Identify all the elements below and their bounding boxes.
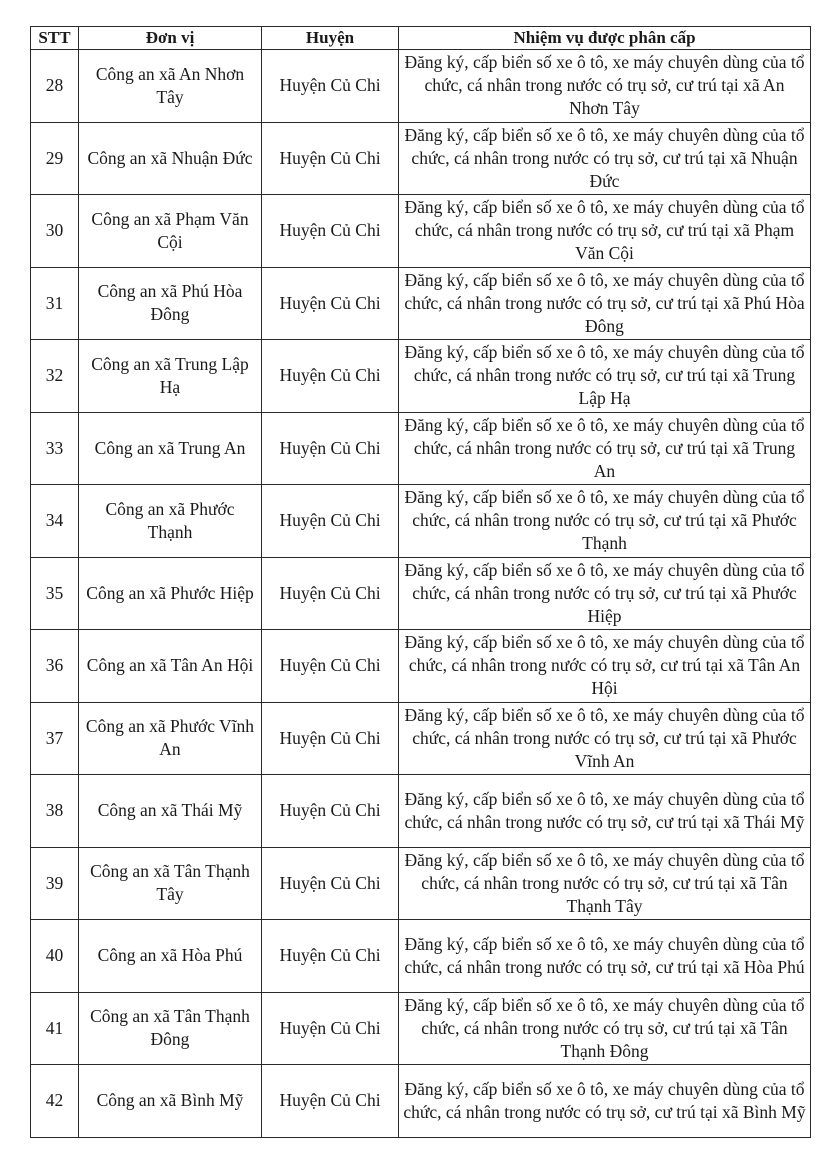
table-row — [31, 920, 811, 993]
cell-unit: Công an xã Phước Vĩnh An — [79, 702, 262, 775]
header-unit: Đơn vị — [79, 27, 262, 50]
cell-unit: Công an xã Thái Mỹ — [79, 775, 262, 848]
cell-task: Đăng ký, cấp biển số xe ô tô, xe máy chuyên dùng của tổ chức, cá nhân trong nước có trụ sở, cư trú tại xã Phú Hòa Đông — [399, 267, 811, 340]
cell-stt: 30 — [31, 195, 79, 268]
cell-district: Huyện Củ Chi — [262, 50, 399, 123]
cell-task: Đăng ký, cấp biển số xe ô tô, xe máy chuyên dùng của tổ chức, cá nhân trong nước có trụ sở, cư trú tại xã Trung An — [399, 412, 811, 485]
cell-unit: Công an xã Bình Mỹ — [79, 1065, 262, 1138]
table-row — [31, 195, 811, 268]
cell-district: Huyện Củ Chi — [262, 920, 399, 993]
table-row — [31, 485, 811, 558]
cell-task: Đăng ký, cấp biển số xe ô tô, xe máy chuyên dùng của tổ chức, cá nhân trong nước có trụ sở, cư trú tại xã Phước Thạnh — [399, 485, 811, 558]
cell-task: Đăng ký, cấp biển số xe ô tô, xe máy chuyên dùng của tổ chức, cá nhân trong nước có trụ sở, cư trú tại xã Bình Mỹ — [399, 1065, 811, 1138]
cell-district: Huyện Củ Chi — [262, 267, 399, 340]
cell-district: Huyện Củ Chi — [262, 195, 399, 268]
table-row — [31, 557, 811, 630]
cell-district: Huyện Củ Chi — [262, 992, 399, 1065]
cell-task: Đăng ký, cấp biển số xe ô tô, xe máy chuyên dùng của tổ chức, cá nhân trong nước có trụ sở, cư trú tại xã Tân Thạnh Đông — [399, 992, 811, 1065]
table-header-row — [31, 27, 811, 50]
table-row — [31, 412, 811, 485]
table-row — [31, 992, 811, 1065]
cell-stt: 29 — [31, 122, 79, 195]
cell-unit: Công an xã Phước Hiệp — [79, 557, 262, 630]
table-row — [31, 340, 811, 413]
cell-task: Đăng ký, cấp biển số xe ô tô, xe máy chuyên dùng của tổ chức, cá nhân trong nước có trụ sở, cư trú tại xã Thái Mỹ — [399, 775, 811, 848]
table-row — [31, 702, 811, 775]
table-row — [31, 847, 811, 920]
cell-unit: Công an xã Nhuận Đức — [79, 122, 262, 195]
cell-district: Huyện Củ Chi — [262, 557, 399, 630]
cell-district: Huyện Củ Chi — [262, 630, 399, 703]
cell-unit: Công an xã Tân An Hội — [79, 630, 262, 703]
cell-stt: 32 — [31, 340, 79, 413]
cell-district: Huyện Củ Chi — [262, 340, 399, 413]
cell-task: Đăng ký, cấp biển số xe ô tô, xe máy chuyên dùng của tổ chức, cá nhân trong nước có trụ sở, cư trú tại xã Nhuận Đức — [399, 122, 811, 195]
cell-district: Huyện Củ Chi — [262, 1065, 399, 1138]
cell-unit: Công an xã Tân Thạnh Tây — [79, 847, 262, 920]
cell-district: Huyện Củ Chi — [262, 702, 399, 775]
cell-task: Đăng ký, cấp biển số xe ô tô, xe máy chuyên dùng của tổ chức, cá nhân trong nước có trụ sở, cư trú tại xã An Nhơn Tây — [399, 50, 811, 123]
cell-stt: 31 — [31, 267, 79, 340]
cell-unit: Công an xã Trung Lập Hạ — [79, 340, 262, 413]
table-row — [31, 630, 811, 703]
header-stt: STT — [31, 27, 79, 50]
cell-unit: Công an xã Hòa Phú — [79, 920, 262, 993]
header-task: Nhiệm vụ được phân cấp — [399, 27, 811, 50]
cell-task: Đăng ký, cấp biển số xe ô tô, xe máy chuyên dùng của tổ chức, cá nhân trong nước có trụ sở, cư trú tại xã Phạm Văn Cội — [399, 195, 811, 268]
cell-task: Đăng ký, cấp biển số xe ô tô, xe máy chuyên dùng của tổ chức, cá nhân trong nước có trụ sở, cư trú tại xã Phước Hiệp — [399, 557, 811, 630]
cell-stt: 34 — [31, 485, 79, 558]
cell-task: Đăng ký, cấp biển số xe ô tô, xe máy chuyên dùng của tổ chức, cá nhân trong nước có trụ sở, cư trú tại xã Trung Lập Hạ — [399, 340, 811, 413]
cell-district: Huyện Củ Chi — [262, 485, 399, 558]
table-row — [31, 50, 811, 123]
cell-task: Đăng ký, cấp biển số xe ô tô, xe máy chuyên dùng của tổ chức, cá nhân trong nước có trụ sở, cư trú tại xã Tân An Hội — [399, 630, 811, 703]
cell-stt: 33 — [31, 412, 79, 485]
cell-stt: 35 — [31, 557, 79, 630]
table-body — [31, 50, 811, 1138]
cell-unit: Công an xã Trung An — [79, 412, 262, 485]
cell-stt: 41 — [31, 992, 79, 1065]
cell-stt: 40 — [31, 920, 79, 993]
table-row — [31, 267, 811, 340]
cell-unit: Công an xã An Nhơn Tây — [79, 50, 262, 123]
cell-district: Huyện Củ Chi — [262, 847, 399, 920]
cell-unit: Công an xã Tân Thạnh Đông — [79, 992, 262, 1065]
cell-stt: 38 — [31, 775, 79, 848]
table-row — [31, 122, 811, 195]
cell-stt: 42 — [31, 1065, 79, 1138]
cell-task: Đăng ký, cấp biển số xe ô tô, xe máy chuyên dùng của tổ chức, cá nhân trong nước có trụ sở, cư trú tại xã Tân Thạnh Tây — [399, 847, 811, 920]
cell-task: Đăng ký, cấp biển số xe ô tô, xe máy chuyên dùng của tổ chức, cá nhân trong nước có trụ sở, cư trú tại xã Phước Vĩnh An — [399, 702, 811, 775]
cell-stt: 39 — [31, 847, 79, 920]
cell-task: Đăng ký, cấp biển số xe ô tô, xe máy chuyên dùng của tổ chức, cá nhân trong nước có trụ sở, cư trú tại xã Hòa Phú — [399, 920, 811, 993]
header-district: Huyện — [262, 27, 399, 50]
assignment-table — [30, 26, 811, 1138]
cell-unit: Công an xã Phước Thạnh — [79, 485, 262, 558]
table-row — [31, 775, 811, 848]
cell-district: Huyện Củ Chi — [262, 412, 399, 485]
cell-district: Huyện Củ Chi — [262, 122, 399, 195]
cell-stt: 36 — [31, 630, 79, 703]
cell-unit: Công an xã Phú Hòa Đông — [79, 267, 262, 340]
cell-district: Huyện Củ Chi — [262, 775, 399, 848]
cell-stt: 28 — [31, 50, 79, 123]
table-row — [31, 1065, 811, 1138]
cell-unit: Công an xã Phạm Văn Cội — [79, 195, 262, 268]
cell-stt: 37 — [31, 702, 79, 775]
